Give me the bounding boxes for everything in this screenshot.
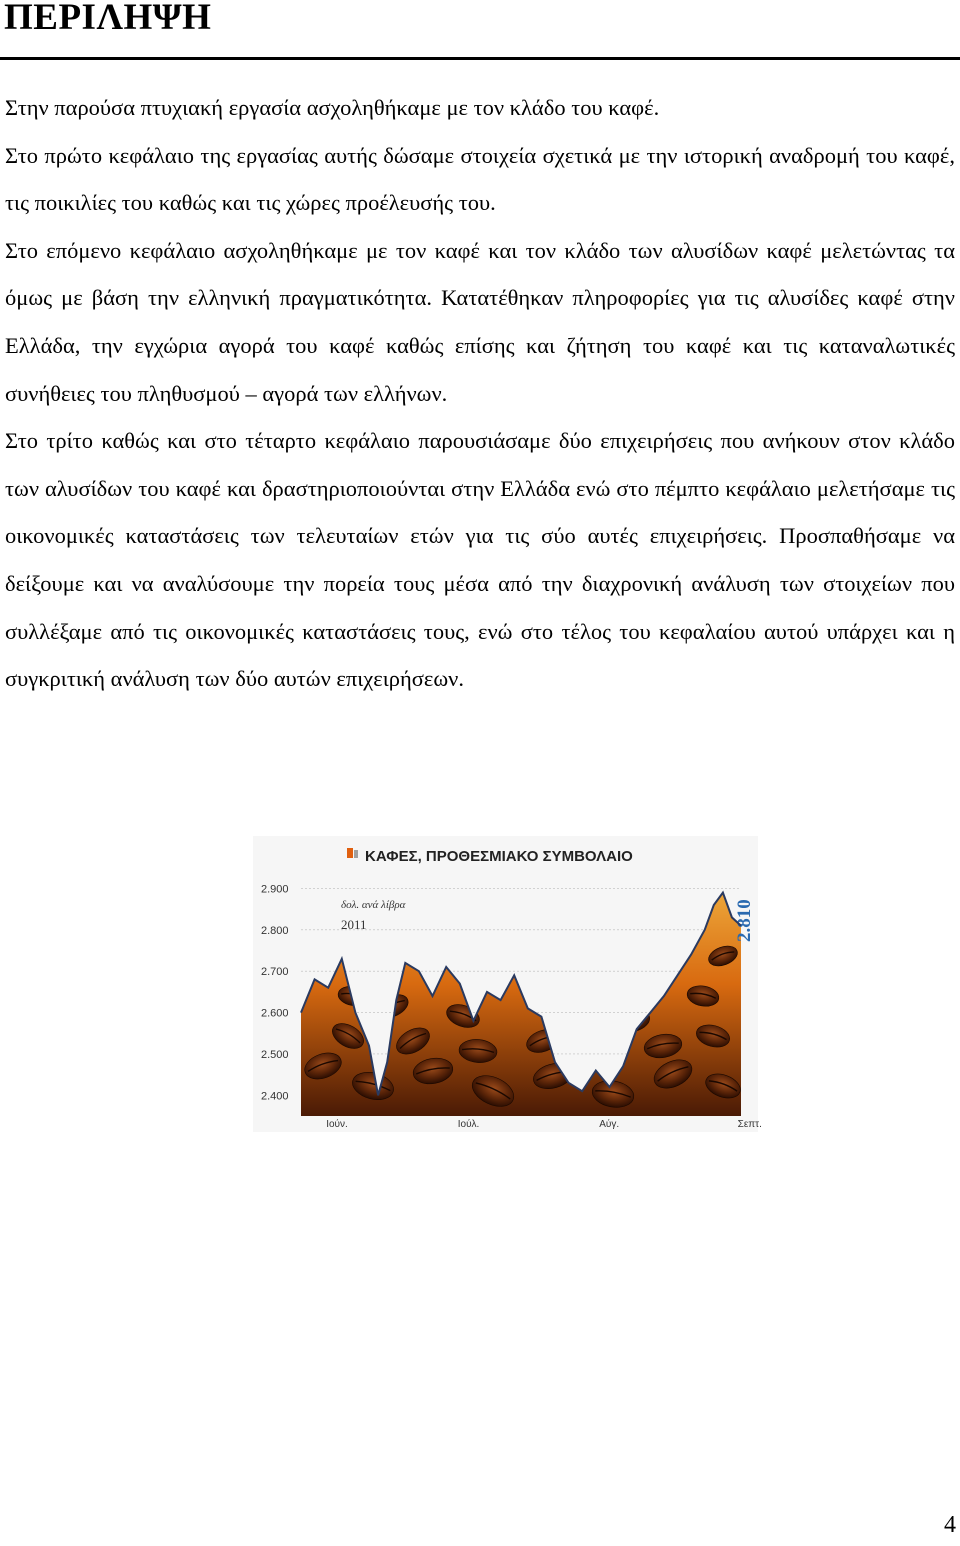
paragraph-2: Στο πρώτο κεφάλαιο της εργασίας αυτής δώσαμε στοιχεία σχετικά με την ιστορική αναδρομή του καφέ, τις ποικιλίες του καθώς και τις χώρες προέλευσής του. [5,142,955,216]
paragraph-4: Στο τρίτο καθώς και στο τέταρτο κεφάλαιο παρουσιάσαμε δύο επιχειρήσεις που ανήκουν στον κλάδο των αλυσίδων του καφέ και δραστηριοποιούνται στην Ελλάδα ενώ στο πέμπτο κεφάλαιο μελετήσαμε τις οικονομικές καταστάσεις των τελευταίων ετών για τις σύο αυτές επιχειρήσεις. Προσπαθήσαμε να δείξουμε και να αναλύσουμε την πορεία τους μέσα από την διαχρονική ανάλυση των στοιχείων που συλλέξαμε από τις οικονομικές καταστάσεις τους, ενώ στο τέλος του κεφαλαίου αυτού υπάρχει και η συγκριτική ανάλυση των δύο αυτών επιχειρήσεων. [5,428,955,692]
title-rule [0,57,960,60]
page-title: ΠΕΡΙΛΗΨΗ [4,0,212,38]
y-tick-label: 2.900 [261,883,289,896]
chart-unit-label: δολ. ανά λίβρα [341,899,406,911]
x-tick-label: Αύγ. [599,1119,620,1130]
page-number: 4 [944,1512,956,1538]
x-tick-label: Ιούν. [326,1119,348,1130]
chart-last-value: 2.810 [734,899,755,942]
coffee-futures-chart [253,836,762,1132]
y-tick-label: 2.400 [261,1090,289,1103]
abstract-body [5,84,955,703]
chart-svg [253,836,762,1132]
chart-title-marker-2 [354,850,358,858]
chart-year-label: 2011 [341,917,367,932]
y-tick-label: 2.500 [261,1048,289,1061]
paragraph-3: Στο επόμενο κεφάλαιο ασχοληθήκαμε με τον καφέ και τον κλάδο των αλυσίδων καφέ μελετώντας τα όμως με βάση την ελληνική πραγματικότητα. Κατατέθηκαν πληροφορίες για τις αλυσίδες καφέ στην Ελλάδα, την εγχώρια αγορά του καφέ καθώς επίσης και ζήτηση του καφέ και τις καταναλωτικές συνήθειες του πληθυσμού – αγορά των ελλήνων. [5,237,955,406]
y-tick-label: 2.700 [261,966,289,979]
x-tick-label: Σεπτ. [737,1119,762,1130]
paragraph-1: Στην παρούσα πτυχιακή εργασία ασχοληθήκαμε με τον κλάδο του καφέ. [5,95,660,120]
y-tick-label: 2.800 [261,924,289,937]
y-tick-label: 2.600 [261,1007,289,1020]
chart-title-marker [347,848,353,858]
chart-title: ΚΑΦΕΣ, ΠΡΟΘΕΣΜΙΑΚΟ ΣΥΜΒΟΛΑΙΟ [365,848,633,865]
x-tick-label: Ιούλ. [457,1119,480,1130]
